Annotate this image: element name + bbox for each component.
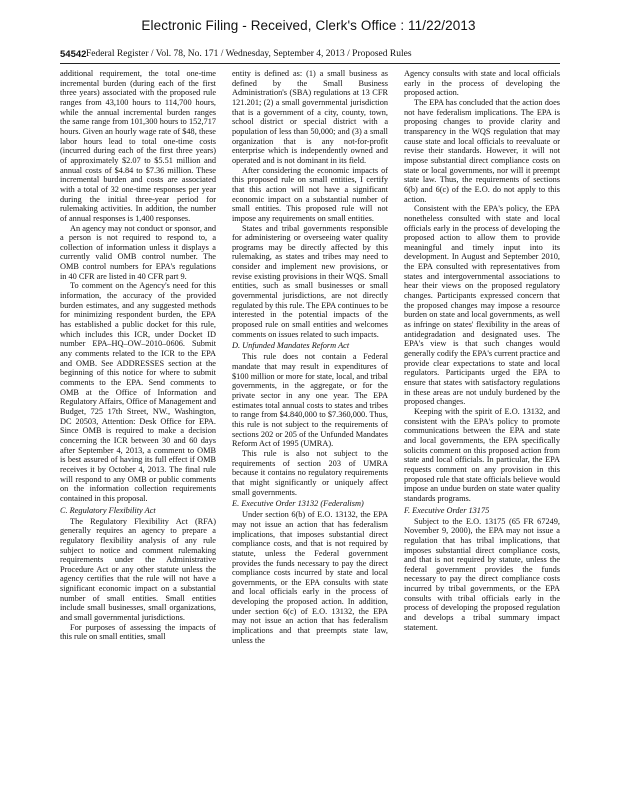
publication-info: Federal Register / Vol. 78, No. 171 / Wednesday, September 4, 2013 / Proposed Rules [86,49,412,59]
paragraph: The Regulatory Flexibility Act (RFA) generally requires an agency to prepare a regulatory flexibility analysis of any rule subject to notice and comment rulemaking requirements under the Administrative Procedure Act or any other statute unless the agency certifies that the rule will not have a significant economic impact on a substantial number of small entities. Small entities include small businesses, small organizations, and small governmental jurisdictions. [60,516,216,623]
paragraph: An agency may not conduct or sponsor, and a person is not required to respond to, a collection of information unless it displays a currently valid OMB control number. The OMB control numbers for EPA's regulations in 40 CFR are listed in 40 CFR part 9. [60,223,216,281]
paragraph: After considering the economic impacts of this proposed rule on small entities, I certify that this action will not have a significant economic impact on a substantial number of small entities. This proposed rule will not impose any requirements on small entities. [232,165,388,223]
paragraph: entity is defined as: (1) a small business as defined by the Small Business Administration's (SBA) regulations at 13 CFR 121.201; (2) a small governmental jurisdiction that is a government of a city, county, town, school district or special district with a population of less than 50,000; and (3) a small organization that is any not-for-profit enterprise which is independently owned and operated and is not dominant in its field. [232,69,388,165]
paragraph: This rule does not contain a Federal mandate that may result in expenditures of $100 million or more for state, local, and tribal governments, in the aggregate, or for the private sector in any one year. The EPA estimates total annual costs to states and tribes to range from $4.840,000 to $7.360,000. Thus, this rule is not subject to the requirements of sections 202 or 205 of the Unfunded Mandates Reform Act of 1995 (UMRA). [232,352,388,449]
paragraph: Under section 6(b) of E.O. 13132, the EPA may not issue an action that has federalism implications, that imposes substantial direct compliance costs, and that is not required by statute, unless the Federal government provides the funds necessary to pay the direct compliance costs incurred by state and local governments, or the EPA consults with state and local officials early in the process of developing the proposed action. In addition, under section 6(c) of E.O. 13132, the EPA may not issue an action that has federalism implications and that preempts state law, unless the [232,510,388,645]
paragraph: Subject to the E.O. 13175 (65 FR 67249, November 9, 2000), the EPA may not issue a regulation that has tribal implications, that imposes substantial direct compliance costs, and that is not required by statute, unless the federal government provides the funds necessary to pay the direct compliance costs incurred by tribal governments, or the EPA consults with tribal officials early in the process of developing the proposed regulation and develops a tribal summary impact statement. [404,516,560,632]
paragraph: Keeping with the spirit of E.O. 13132, and consistent with the EPA's policy to promote communications between the EPA and state and local governments, the EPA specifically solicits comment on this proposed action from state and local officials. In particular, the EPA requests comment on any provision in this proposed rule that state officials believe would impose an undue burden on state water quality standards programs. [404,406,560,503]
header-rule [60,63,560,64]
text-column-3 [404,69,560,784]
paragraph: additional requirement, the total one-time incremental burden (during each of the first three years) associated with the proposed rule ranges from 43,100 hours to 114,700 hours, while the annual incremental burden ranges the same range from 101,300 hours to 152,717 hours. Given an hourly wage rate of $48, these labor hours lead to total one-time costs (incurred during each of the first three years) of approximately $2.07 to $5.51 million and annual costs of $4.84 to $7.36 million. These incremental burden and costs are associated with a total of 32 one-time responses per year during the initial three-year period for rulemaking activities. In addition, the number of annual responses is 1,400 responses. [60,69,216,223]
section-heading: F. Executive Order 13175 [404,505,490,515]
paragraph: States and tribal governments responsible for administering or overseeing water quality programs may be directly affected by this rulemaking, as states and tribes may need to consider and implement new provisions, or revise existing provisions in their WQS. Small entities, such as small businesses or small governmental jurisdictions, are not directly regulated by this rule. The EPA continues to be interested in the potential impacts of the proposed rule on small entities and welcomes comments on issues related to such impacts. [232,223,388,339]
section-heading: E. Executive Order 13132 (Federalism) [232,499,364,509]
paragraph: Consistent with the EPA's policy, the EPA nonetheless consulted with state and local officials early in the process of developing the proposed action to allow them to provide meaningful and timely input into its development. In August and September 2010, the EPA consulted with representatives from states and intergovernmental associations to hear their views on the proposed regulatory changes. Participants expressed concern that the proposed changes may impose a resource burden on state and local governments, as well as infringe on states' flexibility in the areas of antidegradation and designated uses. The EPA's view is that such changes would generally codify the EPA's current practice and provide clear expectations to state and local regulators. Participants urged the EPA to ensure that states with satisfactory regulations in these areas are not unduly burdened by the proposed changes. [404,204,560,407]
section-heading: C. Regulatory Flexibility Act [60,505,156,515]
clerk-filing-stamp: Electronic Filing - Received, Clerk's Office : 11/22/2013 [141,18,476,33]
page-number: 54542 [60,49,87,60]
running-header [60,49,560,63]
text-column-2 [232,69,388,784]
section-heading: D. Unfunded Mandates Reform Act [232,341,350,351]
paragraph: Agency consults with state and local officials early in the process of developing the proposed action. [404,69,560,98]
paragraph: To comment on the Agency's need for this information, the accuracy of the provided burden estimates, and any suggested methods for minimizing respondent burden, the EPA has established a public docket for this rule, which includes this ICR, under Docket ID number EPA–HQ–OW–2010–0606. Submit any comments related to the ICR to the EPA and OMB. See ADDRESSES section at the beginning of this notice for where to submit comments to the EPA. Send comments to OMB at the Office of Information and Regulatory Affairs, Office of Management and Budget, 725 17th Street, NW., Washington, DC 20503, Attention: Desk Office for EPA. Since OMB is required to make a decision concerning the ICR between 30 and 60 days after September 4, 2013, a comment to OMB is best assured of having its full effect if OMB receives it by October 4, 2013. The final rule will respond to any OMB or public comments on the information collection requirements contained in this proposal. [60,281,216,503]
text-column-1 [60,69,216,784]
paragraph: This rule is also not subject to the requirements of section 203 of UMRA because it contains no regulatory requirements that might significantly or uniquely affect small governments. [232,448,388,497]
paragraph: For purposes of assessing the impacts of this rule on small entities, small [60,622,216,642]
paragraph: The EPA has concluded that the action does not have federalism implications. The EPA is proposing changes to provide clarity and transparency in the WQS regulation that may cause state and local officials to reevaluate or revise their standards. However, it will not impose substantial direct compliance costs on state or local governments, nor will it preempt state law. Thus, the requirements of sections 6(b) and 6(c) of the E.O. do not apply to this action. [404,97,560,204]
